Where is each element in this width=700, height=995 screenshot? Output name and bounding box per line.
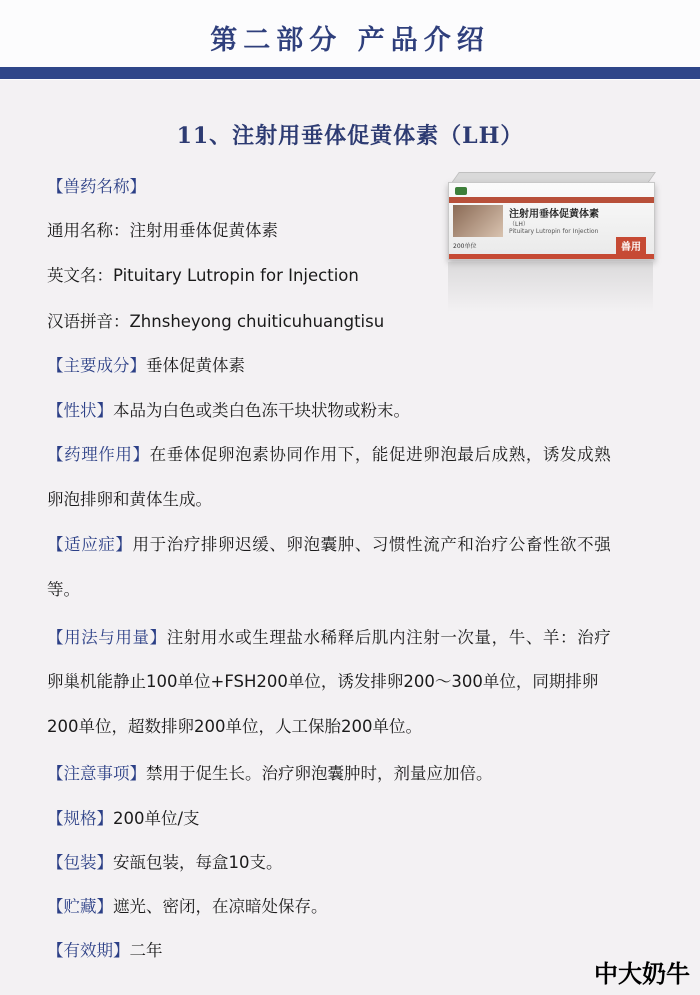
generic-name-row: 通用名称：注射用垂体促黄体素 bbox=[47, 221, 278, 240]
box-front bbox=[448, 182, 655, 260]
page-header bbox=[0, 0, 700, 80]
watermark-text: 中大奶牛 bbox=[594, 960, 690, 988]
product-box-image bbox=[440, 170, 662, 322]
precautions-row: 【注意事项】禁用于促生长。治疗卵泡囊肿时，剂量应加倍。 bbox=[47, 764, 493, 783]
dosage-row: 【用法与用量】注射用水或生理盐水稀释后肌内注射一次量，牛、羊：治疗 bbox=[47, 628, 612, 647]
box-bottom-band bbox=[449, 254, 654, 259]
packaging-row: 【包装】安瓿包装，每盒10支。 bbox=[47, 853, 283, 872]
box-subtitle: （LH） bbox=[509, 221, 529, 228]
box-photo bbox=[453, 205, 503, 237]
box-reflection bbox=[448, 262, 653, 312]
brand-logo-icon bbox=[455, 187, 467, 195]
specification-row: 【规格】200单位/支 bbox=[47, 809, 200, 828]
indications-row: 【适应症】用于治疗排卵迟缓、卵泡囊肿、习惯性流产和治疗公畜性欲不强 bbox=[47, 535, 612, 554]
dosage-row-cont-1: 卵巢机能静止100单位+FSH200单位，诱发排卵200～300单位，同期排卵 bbox=[47, 672, 599, 691]
pharmacology-row: 【药理作用】在垂体促卵泡素协同作用下，能促进卵泡最后成熟，诱发成熟 bbox=[47, 445, 612, 464]
pharmacology-row-cont: 卵泡排卵和黄体生成。 bbox=[47, 490, 212, 509]
box-spec: 200单位 bbox=[453, 243, 477, 250]
english-name-row: 英文名：Pituitary Lutropin for Injection bbox=[47, 266, 359, 285]
validity-row: 【有效期】二年 bbox=[47, 941, 163, 960]
box-english-name: Pituitary Lutropin for Injection bbox=[509, 228, 599, 235]
box-product-name: 注射用垂体促黄体素 bbox=[509, 209, 599, 220]
box-band bbox=[449, 197, 654, 203]
dosage-row-cont-2: 200单位，超数排卵200单位，人工保胎200单位。 bbox=[47, 717, 422, 736]
box-vet-badge: 兽用 bbox=[616, 237, 646, 254]
pinyin-row: 汉语拼音：Zhnsheyong chuiticuhuangtisu bbox=[47, 312, 385, 331]
storage-row: 【贮藏】遮光、密闭，在凉暗处保存。 bbox=[47, 897, 328, 916]
indications-row-cont: 等。 bbox=[47, 580, 80, 599]
chapter-title: 第二部分 产品介绍 bbox=[210, 25, 490, 56]
vet-name-heading: 【兽药名称】 bbox=[47, 177, 146, 196]
ingredients-row: 【主要成分】垂体促黄体素 bbox=[47, 356, 245, 375]
product-title: 11、注射用垂体促黄体素（LH） bbox=[176, 123, 524, 149]
header-bar bbox=[0, 67, 700, 79]
properties-row: 【性状】本品为白色或类白色冻干块状物或粉末。 bbox=[47, 401, 410, 420]
